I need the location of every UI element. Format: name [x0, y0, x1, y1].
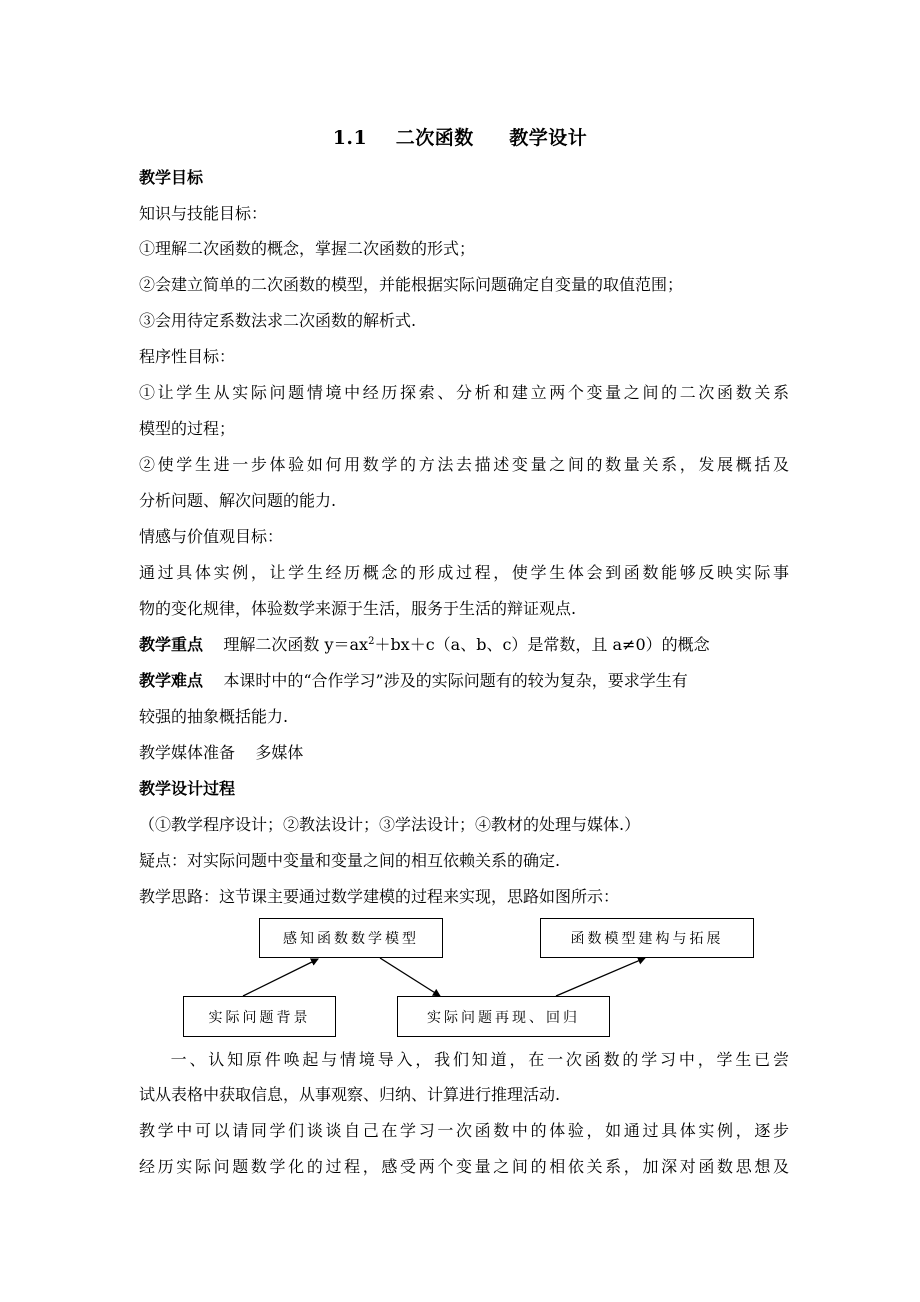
difficulty-text: 本课时中的“合作学习”涉及的实际问题有的较为复杂，要求学生有: [223, 671, 688, 690]
emotion-line-2: 物的变化规律，体验数学来源于生活，服务于生活的辩证观点.: [139, 599, 577, 618]
key-point-text-b: ＋bx＋c（a、b、c）是常数，且 a≠0）的概念: [374, 635, 710, 654]
design-items: （①教学程序设计；②教法设计；③学法设计；④教材的处理与媒体.）: [139, 815, 641, 834]
process-item-1: ①让学生从实际问题情境中经历探索、分析和建立两个变量之间的二次函数关系: [139, 383, 789, 402]
knowledge-item-1: ①理解二次函数的概念，掌握二次函数的形式；: [139, 239, 476, 258]
arrow-reproduce-to-construct: [556, 958, 645, 996]
difficulty-cont: 较强的抽象概括能力.: [139, 707, 289, 726]
key-point-label: 教学重点: [139, 635, 204, 654]
node-perceive-model: 感知函数数学模型: [259, 918, 443, 958]
para1-line1: 一、认知原件唤起与情境导入，我们知道，在一次函数的学习中，学生已尝: [139, 1050, 789, 1069]
emotion-line-1: 通过具体实例，让学生经历概念的形成过程，使学生体会到函数能够反映实际事: [139, 563, 789, 582]
process-item-2: ②使学生进一步体验如何用数学的方法去描述变量之间的数量关系，发展概括及: [139, 455, 789, 474]
node-problem-background: 实际问题背景: [183, 996, 336, 1037]
knowledge-item-3: ③会用待定系数法求二次函数的解析式.: [139, 311, 417, 330]
knowledge-item-2: ②会建立简单的二次函数的模型，并能根据实际问题确定自变量的取值范围；: [139, 275, 684, 294]
arrow-background-to-perceive: [243, 959, 318, 996]
process-item-2-cont: 分析问题、解次问题的能力.: [139, 491, 337, 510]
node-problem-reproduce: 实际问题再现、回归: [397, 996, 610, 1037]
media-line: 教学媒体准备 多媒体: [139, 743, 304, 762]
node-construct-model: 函数模型建构与拓展: [540, 918, 754, 958]
knowledge-label: 知识与技能目标：: [139, 204, 268, 223]
objectives-heading: 教学目标: [139, 168, 204, 187]
arrow-perceive-to-reproduce: [380, 958, 440, 996]
doubt-line: 疑点：对实际问题中变量和变量之间的相互依赖关系的确定.: [139, 851, 561, 870]
para2-line1: 教学中可以请同学们谈谈自己在学习一次函数中的体验，如通过具体实例，逐步: [139, 1121, 789, 1140]
key-point-superscript: 2: [368, 636, 375, 647]
key-point-text: 理解二次函数 y＝ax: [223, 635, 369, 654]
para1-line2: 试从表格中获取信息，从事观察、归纳、计算进行推理活动.: [139, 1085, 561, 1104]
para2-line2: 经历实际问题数学化的过程，感受两个变量之间的相依关系，加深对函数思想及: [139, 1157, 789, 1176]
process-item-1-cont: 模型的过程；: [139, 419, 236, 438]
page-title: 1.1 二次函数 教学设计: [332, 127, 588, 149]
emotion-label: 情感与价值观目标：: [139, 527, 284, 546]
difficulty-label: 教学难点: [139, 671, 204, 690]
process-label: 程序性目标：: [139, 347, 236, 366]
design-heading: 教学设计过程: [139, 779, 236, 798]
idea-line: 教学思路：这节课主要通过数学建模的过程来实现，思路如图所示：: [139, 887, 620, 906]
